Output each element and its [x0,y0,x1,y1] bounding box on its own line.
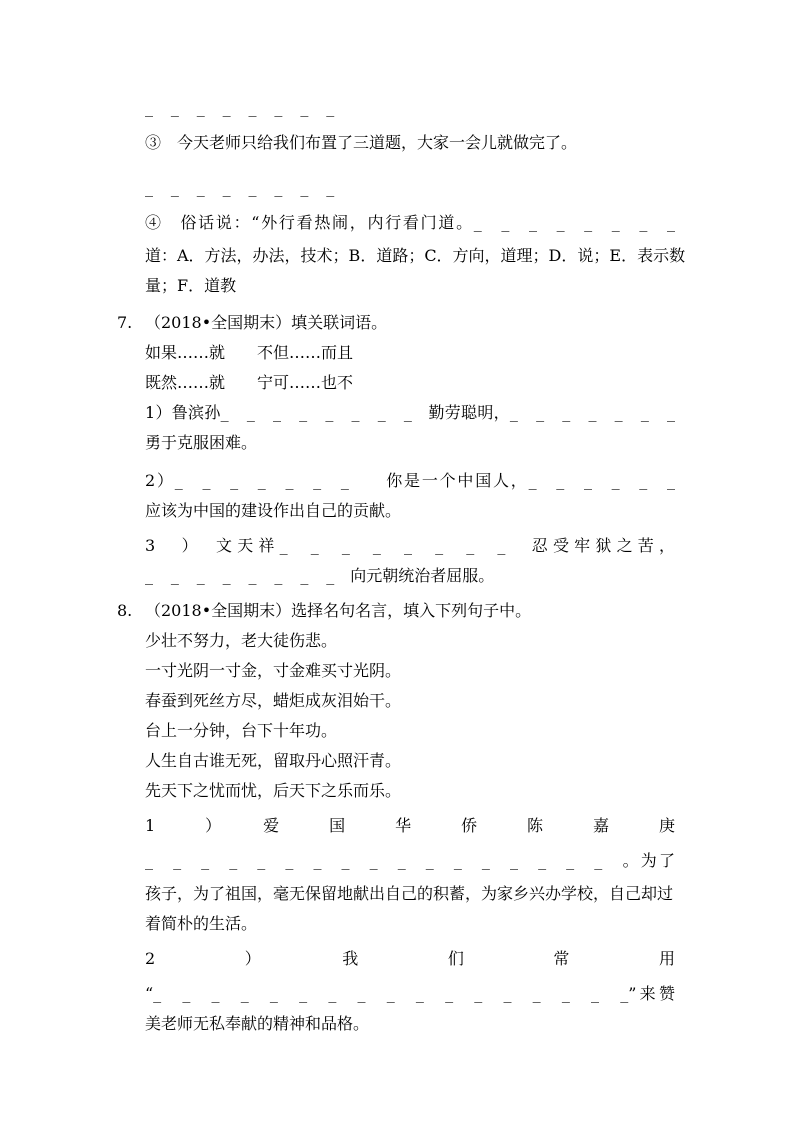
q8-sub1-line1: 1 ） 爱 国 华 侨 陈 嘉 庚 [145,816,675,835]
quote-line: 人生自古谁无死，留取丹心照汗青。 [145,751,402,770]
q7-sub2-line1: 2）_ _ _ _ _ _ _ 你是一个中国人，_ _ _ _ _ _ [145,471,675,490]
blank-answer-line: _ _ _ _ _ _ _ _ [145,178,335,197]
quote-line: 春蚕到死丝方尽，蜡炬成灰泪始干。 [145,691,402,710]
q7-sub3-line1: 3 ） 文天祥_ _ _ _ _ _ _ _ 忍受牢狱之苦， [145,536,675,555]
q7-sub3-line2: _ _ _ _ _ _ _ _ 向元朝统治者屈服。 [145,566,495,585]
q8-sub1-line4: 着简朴的生活。 [145,914,258,933]
gloss-line: 量；F．道教 [145,276,237,295]
q7-sub1-line2: 勇于克服困难。 [145,433,258,452]
q7-sub1-line1: 1）鲁滨孙_ _ _ _ _ _ _ _ 勤劳聪明，_ _ _ _ _ _ _ [145,403,675,422]
quote-line: 台上一分钟，台下十年功。 [145,721,338,740]
quote-line: 一寸光阴一寸金，寸金难买寸光阴。 [145,661,402,680]
quote-line: 少壮不努力，老大徒伤悲。 [145,631,338,650]
question-8-number: 8. [117,601,133,620]
blank-answer-line: _ _ _ _ _ _ _ _ [145,98,335,117]
question-7-header [117,308,675,338]
q8-sub2-line1: 2 ） 我 们 常 用 [145,949,675,968]
word-bank-line: 既然……就 宁可……也不 [145,373,354,392]
question-8-header [117,596,675,626]
question-7-number: 7. [117,313,133,332]
quote-line: 先天下之忧而忧，后天下之乐而乐。 [145,781,402,800]
word-bank-line: 如果……就 不但……而且 [145,343,354,362]
worksheet-content [117,93,686,1039]
gloss-line: 道：A．方法，办法，技术；B．道路；C．方向，道理；D．说；E．表示数 [145,246,686,265]
sentence-item-4: ④ 俗话说：“外行看热闹，内行看门道。_ _ _ _ _ _ _ _ [145,213,675,232]
q8-sub2-line3: 美老师无私奉献的精神和品格。 [145,1014,370,1033]
q8-sub1-blank-line: _ _ _ _ _ _ _ _ _ _ _ _ _ _ _ _ _ 。为了 [145,851,675,870]
question-7-title: （2018•全国期末）填关联词语。 [145,313,388,332]
sentence-item-3: ③ 今天老师只给我们布置了三道题，大家一会儿就做完了。 [145,133,578,152]
q8-sub2-blank-line: “_ _ _ _ _ _ _ _ _ _ _ _ _ _ _ _ _”来赞 [145,984,675,1003]
q7-sub2-line2: 应该为中国的建设作出自己的贡献。 [145,501,402,520]
question-8-title: （2018•全国期末）选择名句名言，填入下列句子中。 [145,601,532,620]
q8-sub1-line3: 孩子，为了祖国，毫无保留地献出自己的积蓄，为家乡兴办学校，自己却过 [145,884,674,903]
